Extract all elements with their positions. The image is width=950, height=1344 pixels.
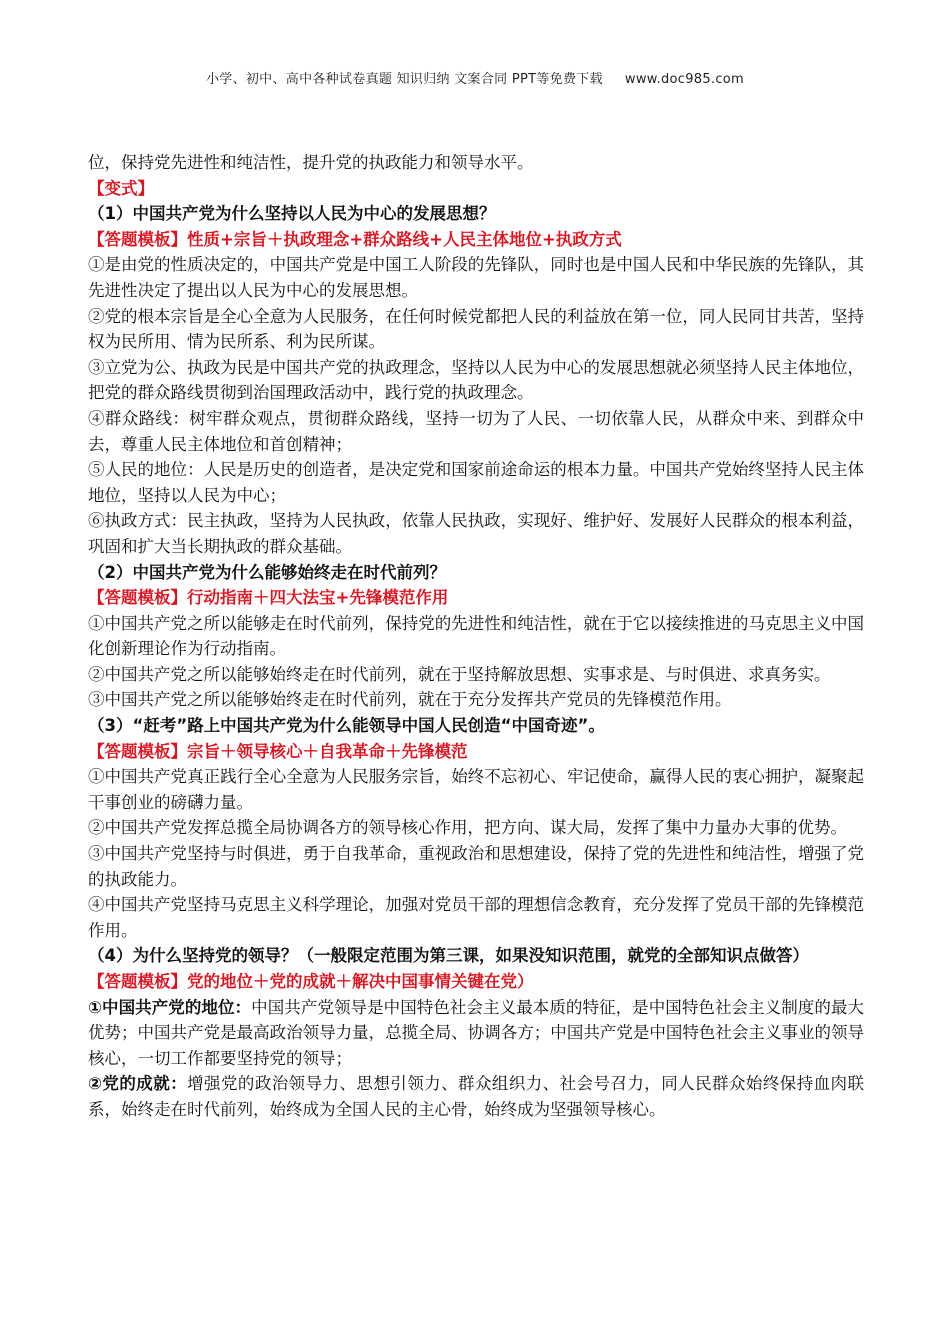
q1-point-4: ④群众路线：树牢群众观点，贯彻群众路线，坚持一切为了人民、一切依靠人民，从群众中来、到群众中去，尊重人民主体地位和首创精神； <box>88 408 864 454</box>
q1-point-5: ⑤人民的地位：人民是历史的创造者，是决定党和国家前途命运的根本力量。中国共产党始终坚持人民主体地位，坚持以人民为中心； <box>88 460 864 505</box>
answer-template-2: 【答题模板】行动指南＋四大法宝+先锋模范作用 <box>88 588 449 608</box>
q4-point-1-label: ①中国共产党的地位： <box>88 997 252 1017</box>
q4-point-1-text: 中国共产党领导是中国特色社会主义最本质的特征，是中国特色社会主义制度的最大优势；中国共产党是最高政治领导力量，总揽全局、协调各方；中国共产党是中国特色社会主义事业的领导核心，一切工作都要坚持党的领导； <box>88 997 865 1068</box>
document-body <box>88 150 864 1123</box>
q1-point-1: ①是由党的性质决定的，中国共产党是中国工人阶段的先锋队，同时也是中国人民和中华民族的先锋队，其先进性决定了提出以人民为中心的发展思想。 <box>88 255 864 300</box>
q3-point-1: ①中国共产党真正践行全心全意为人民服务宗旨，始终不忘初心、牢记使命，赢得人民的衷心拥护，凝聚起干事创业的磅礴力量。 <box>88 767 864 812</box>
answer-template-3: 【答题模板】宗旨＋领导核心＋自我革命＋先锋模范 <box>88 741 468 761</box>
answer-template-4: 【答题模板】党的地位＋党的成就＋解决中国事情关键在党） <box>88 972 534 991</box>
q2-point-3: ③中国共产党之所以能够始终走在时代前列，就在于充分发挥共产党员的先锋模范作用。 <box>88 690 732 710</box>
question-3: （3）“赶考”路上中国共产党为什么能领导中国人民创造“中国奇迹”。 <box>88 716 605 736</box>
variant-label: 【变式】 <box>88 178 154 198</box>
answer-template-1: 【答题模板】性质+宗旨＋执政理念+群众路线+人民主体地位+执政方式 <box>88 229 622 249</box>
q3-point-2: ②中国共产党发挥总揽全局协调各方的领导核心作用，把方向、谋大局，发挥了集中力量办大事的优势。 <box>88 818 847 838</box>
header-site-text: 小学、初中、高中各种试卷真题 知识归纳 文案合同 PPT等免费下载 <box>205 72 603 87</box>
q3-point-4: ④中国共产党坚持马克思主义科学理论，加强对党员干部的理想信念教育，充分发挥了党员干部的先锋模范作用。 <box>88 895 864 940</box>
q4-point-2-text: 增强党的政治领导力、思想引领力、群众组织力、社会号召力，同人民群众始终保持血肉联系，始终走在时代前列，始终成为全国人民的主心骨，始终成为坚强领导核心。 <box>88 1074 864 1119</box>
q4-point-2 <box>88 1071 864 1122</box>
q1-point-6: ⑥执政方式：民主执政，坚持为人民执政，依靠人民执政，实现好、维护好、发展好人民群众的根本利益，巩固和扩大当长期执政的群众基础。 <box>88 511 864 556</box>
q4-point-1 <box>88 995 864 1072</box>
page-header <box>0 68 950 87</box>
q2-point-1: ①中国共产党之所以能够走在时代前列，保持党的先进性和纯洁性，就在于它以接续推进的马克思主义中国化创新理论作为行动指南。 <box>88 613 864 659</box>
q4-point-2-label: ②党的成就： <box>88 1074 188 1094</box>
intro-line: 位，保持党先进性和纯洁性，提升党的执政能力和领导水平。 <box>88 153 534 172</box>
question-1: （1）中国共产党为什么坚持以人民为中心的发展思想？ <box>88 204 496 224</box>
q1-point-3: ③立党为公、执政为民是中国共产党的执政理念，坚持以人民为中心的发展思想就必须坚持人民主体地位，把党的群众路线贯彻到治国理政活动中，践行党的执政理念。 <box>88 357 864 403</box>
q1-point-2: ②党的根本宗旨是全心全意为人民服务，在任何时候党都把人民的利益放在第一位，同人民同甘共苦，坚持权为民所用、情为民所系、利为民所谋。 <box>88 306 864 352</box>
header-url: www.doc985.com <box>624 72 745 87</box>
question-2: （2）中国共产党为什么能够始终走在时代前列？ <box>88 562 446 582</box>
q2-point-2: ②中国共产党之所以能够始终走在时代前列，就在于坚持解放思想、实事求是、与时俱进、求真务实。 <box>88 664 831 684</box>
question-4: （4）为什么坚持党的领导？（一般限定范围为第三课，如果没知识范围，就党的全部知识点做答） <box>88 946 809 966</box>
q3-point-3: ③中国共产党坚持与时俱进，勇于自我革命，重视政治和思想建设，保持了党的先进性和纯洁性，增强了党的执政能力。 <box>88 844 864 889</box>
